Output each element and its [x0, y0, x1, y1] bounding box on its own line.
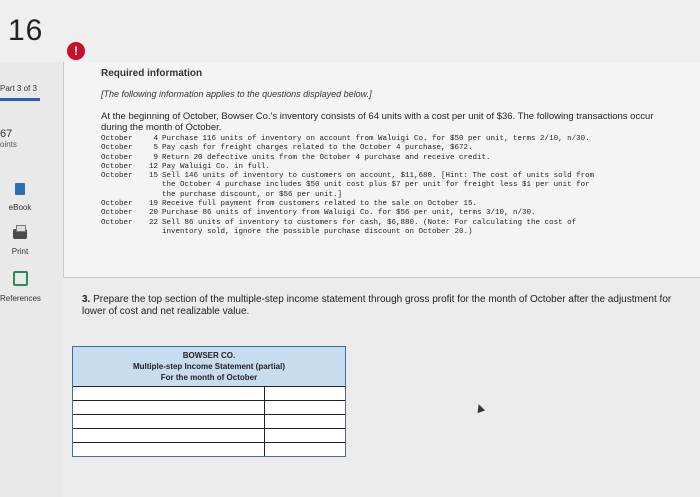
transaction-day: 5: [153, 144, 158, 153]
panel-title: Required information: [101, 68, 203, 79]
question-part-number: 3.: [82, 294, 91, 305]
part-label: Part 3 of 3: [0, 84, 37, 93]
transaction-row: [101, 154, 691, 163]
transaction-row: [101, 219, 691, 238]
transaction-day: 15: [148, 172, 158, 181]
table-row: [73, 442, 345, 456]
question-prompt: Prepare the top section of the multiple-step income statement through gross profit for the month of October after the adjustment for lower of cost and net realizable value.: [82, 294, 672, 317]
transaction-text: Receive full payment from customers related to the sale on October 15.: [162, 200, 478, 209]
transaction-month: October: [101, 153, 133, 162]
question-number: 16: [8, 14, 44, 47]
transaction-row: [101, 135, 691, 144]
account-cell[interactable]: [73, 401, 265, 414]
transaction-text: Purchase 86 units of inventory from Waluigi Co. for $56 per unit, terms 3/10, n/30.: [162, 209, 536, 218]
amount-cell[interactable]: [265, 443, 345, 456]
transaction-row: [101, 172, 691, 200]
transaction-month: October: [101, 172, 133, 181]
account-cell[interactable]: [73, 415, 265, 428]
transaction-text: Return 20 defective units from the October 4 purchase and receive credit.: [162, 153, 491, 162]
transaction-month: October: [101, 209, 133, 218]
transaction-row: [101, 144, 691, 153]
panel-subtitle: [The following information applies to the questions displayed below.]: [101, 89, 372, 99]
transaction-text: Purchase 116 units of inventory on account from Waluigi Co. for $50 per unit, terms 2/10, n/30.: [162, 135, 590, 143]
transaction-month: October: [101, 200, 133, 209]
transaction-text: Pay cash for freight charges related to the October 4 purchase, $672.: [162, 144, 473, 153]
transaction-list: [101, 135, 691, 237]
references-button[interactable]: [0, 271, 40, 306]
ebook-button[interactable]: [0, 183, 40, 215]
table-row: [73, 414, 345, 428]
statement-header: [73, 347, 345, 386]
transaction-row: [101, 209, 691, 218]
amount-cell[interactable]: [265, 429, 345, 442]
transaction-text: Sell 86 units of inventory to customers for cash, $6,880. (Note: For calculating the cost of inventory sold, ignore the possible purchase discount on October 20.): [162, 218, 577, 236]
company-name: BOWSER CO.: [182, 351, 236, 360]
transaction-row: [101, 163, 691, 172]
ebook-label: eBook: [8, 203, 32, 212]
alert-icon[interactable]: !: [67, 42, 85, 60]
amount-cell[interactable]: [265, 387, 345, 400]
statement-period: For the month of October: [160, 373, 258, 382]
print-label: Print: [11, 247, 29, 256]
table-row: [73, 400, 345, 414]
account-input[interactable]: [73, 445, 264, 458]
transaction-day: 20: [148, 209, 158, 218]
account-cell[interactable]: [73, 429, 265, 442]
transaction-text: Sell 146 units of inventory to customers on account, $11,680. [Hint: The cost of units sold from the October 4 purchase includes $50 unit cost plus $7 per unit for freight less $1 per unit for the purchase discount, or $56 per unit.]: [162, 172, 595, 199]
amount-cell[interactable]: [265, 415, 345, 428]
transaction-month: October: [101, 135, 133, 143]
transaction-day: 9: [153, 153, 158, 162]
references-icon: [13, 271, 28, 286]
transaction-month: October: [101, 144, 133, 153]
transaction-month: October: [101, 162, 133, 171]
required-information-panel: [63, 62, 700, 278]
transaction-day: 19: [148, 200, 158, 209]
points-value: 67: [0, 128, 13, 140]
table-row: [73, 386, 345, 400]
account-cell[interactable]: [73, 387, 265, 400]
book-icon: [15, 183, 25, 195]
part-progress-bar: [0, 98, 40, 101]
references-label: References: [0, 294, 41, 303]
transaction-row: [101, 200, 691, 209]
print-button[interactable]: [0, 229, 40, 259]
points-label: oints: [0, 140, 17, 149]
amount-cell[interactable]: [265, 401, 345, 414]
transaction-month: October: [101, 218, 133, 227]
table-row: [73, 428, 345, 442]
intro-paragraph: At the beginning of October, Bowser Co.'s inventory consists of 64 units with a cost per unit of $36. The following transactions occur during the month of October.: [101, 111, 654, 133]
statement-title: Multiple-step Income Statement (partial): [132, 362, 286, 371]
amount-input[interactable]: [265, 445, 345, 458]
account-cell[interactable]: [73, 443, 265, 456]
question-text: [82, 294, 692, 318]
transaction-text: Pay Waluigi Co. in full.: [162, 162, 271, 171]
mouse-cursor-icon: [475, 403, 485, 413]
transaction-day: 12: [148, 162, 158, 171]
transaction-day: 4: [153, 135, 158, 143]
transaction-day: 22: [148, 218, 158, 227]
income-statement-table: [72, 346, 346, 457]
top-bar: [0, 0, 700, 62]
printer-icon: [13, 229, 27, 239]
